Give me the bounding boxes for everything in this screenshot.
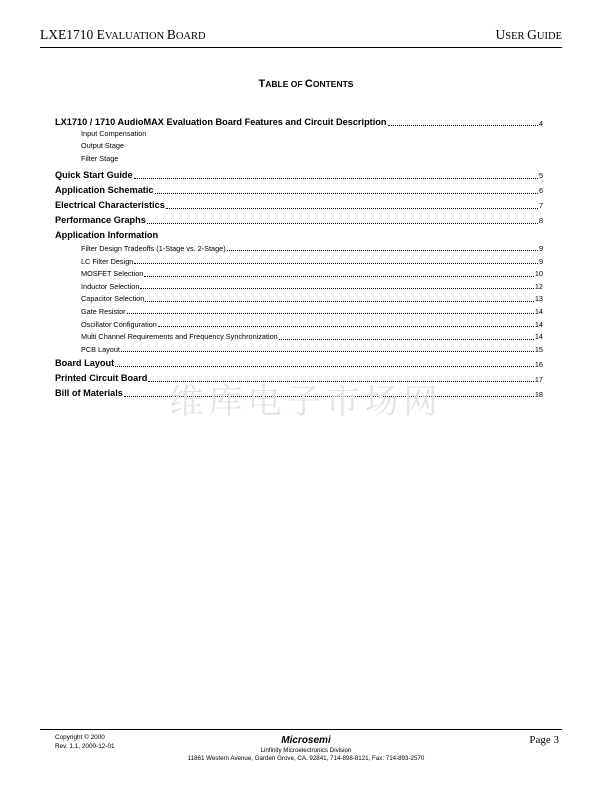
toc-entry[interactable] [55,116,543,127]
header-title-segment: LXE1710 [40,27,97,42]
toc-entry-title: Quick Start Guide [55,169,133,180]
footer-company-block [0,735,612,762]
toc-entry-page: 12 [534,281,543,291]
toc-entry[interactable] [55,184,543,195]
toc-leader-dots [155,193,538,194]
toc-leader-dots [227,250,538,251]
toc-entry-title: Performance Graphs [55,214,146,225]
toc-entry[interactable] [55,169,543,180]
toc-subentry[interactable] [55,328,543,341]
toc-entry-page: 7 [538,201,543,211]
header-title-segment: B [166,27,176,42]
header-guide-segment: G [527,27,537,42]
toc-leader-dots [145,301,534,302]
toc-entry-title: Filter Design Tradeoffs (1-Stage vs. 2-Stage) [81,244,226,254]
toc-entry-title: Inductor Selection [81,281,140,291]
header-title-segment: VALUATION [104,31,167,42]
toc-entry-page: 4 [538,118,543,128]
toc-heading-segment: T [258,78,266,90]
toc-entry-page: 16 [534,359,543,369]
toc-entry-title: Filter Stage [81,153,119,163]
toc-entry-title: Application Schematic [55,184,154,195]
toc-entry-title: Board Layout [55,357,115,368]
toc-subentry[interactable] [55,252,543,265]
toc-entry-title: Multi Channel Requirements and Frequency Synchronization [81,332,278,342]
toc-subentry[interactable] [55,315,543,328]
toc-leader-dots [140,288,533,289]
toc-leader-dots [388,125,538,126]
toc-subentry[interactable] [55,303,543,316]
header-document-title [40,27,206,43]
toc-leader-dots [144,276,534,277]
toc-entry-page: 6 [538,186,543,196]
header-title-segment: OARD [175,31,206,42]
toc-entry[interactable] [55,214,543,225]
toc-subentry[interactable] [55,265,543,278]
toc-heading-segment: ONTENTS [312,79,354,89]
toc-entry-page: 15 [534,344,543,354]
toc-entry[interactable] [55,229,543,240]
toc-entry-page: 9 [538,244,543,254]
toc-entry-title: LX1710 / 1710 AudioMAX Evaluation Board Features and Circuit Description [55,116,387,127]
toc-entry-title: Application Information [55,229,159,240]
footer-brand: Microsemi [281,735,331,746]
toc-entry-title: Bill of Materials [55,387,123,398]
toc-heading-segment: ABLE OF [265,79,305,89]
toc-entry-page: 9 [538,256,543,266]
toc-subentry[interactable] [55,278,543,291]
toc-leader-dots [127,313,534,314]
toc-entry-page: 14 [534,307,543,317]
toc-leader-dots [134,178,538,179]
toc-entry-page: 18 [534,389,543,399]
toc-entry-title: MOSFET Selection [81,269,144,279]
toc-leader-dots [121,351,534,352]
header-title-segment: E [96,27,105,42]
toc-entry-page: 8 [538,216,543,226]
toc-entry-page: 14 [534,319,543,329]
toc-entry-title: Capacitor Selection [81,294,145,304]
header-guide-label [496,27,562,43]
toc-entry-page: 13 [534,294,543,304]
header-guide-segment: UIDE [536,31,562,42]
header-guide-segment: U [495,27,506,42]
footer-division: Linfinity Microelectronics Division [260,747,352,754]
toc-entry-title: Input Compensation [81,128,147,138]
toc-entry-title: Printed Circuit Board [55,372,148,383]
toc-entry-title: PCB Layout [81,344,120,354]
toc-entry[interactable] [55,357,543,368]
toc-leader-dots [115,366,534,367]
footer-copyright: Copyright © 2000 [55,734,105,741]
toc-heading [0,74,612,92]
toc-leader-dots [158,326,534,327]
toc-leader-dots [134,263,538,264]
toc-subentry[interactable] [55,341,543,354]
watermark-text: 维库电子市场网 [169,382,443,422]
toc-entry-title: Gate Resistor [81,307,126,317]
toc-entry[interactable] [55,199,543,210]
toc-leader-dots [166,208,538,209]
footer-page-number: Page 3 [529,734,559,746]
toc-entry-page: 5 [538,171,543,181]
toc-heading-segment: C [304,78,313,90]
toc-subentry[interactable] [55,290,543,303]
footer-revision: Rev. 1.1, 2000-12-01 [55,742,115,750]
toc-entry-page: 17 [534,374,543,384]
toc-subentry[interactable] [55,140,543,153]
table-of-contents [55,112,543,398]
toc-subentry[interactable] [55,240,543,253]
toc-entry-page: 10 [534,269,543,279]
toc-entry-page: 14 [534,332,543,342]
footer-rule [40,729,562,730]
footer-address: 11861 Western Avenue, Garden Grove, CA. 92841, 714-898-8121, Fax: 714-893-2570 [187,755,425,762]
header-rule [40,47,562,48]
toc-entry-title: LC Filter Design [81,256,134,266]
toc-leader-dots [279,339,534,340]
toc-entry-title: Output Stage [81,141,125,151]
toc-entry-title: Oscillator Configuration [81,319,157,329]
toc-entry-title: Electrical Characteristics [55,199,165,210]
toc-leader-dots [147,223,538,224]
toc-subentry[interactable] [55,152,543,165]
toc-subentry[interactable] [55,127,543,140]
header-guide-segment: SER [505,31,528,42]
